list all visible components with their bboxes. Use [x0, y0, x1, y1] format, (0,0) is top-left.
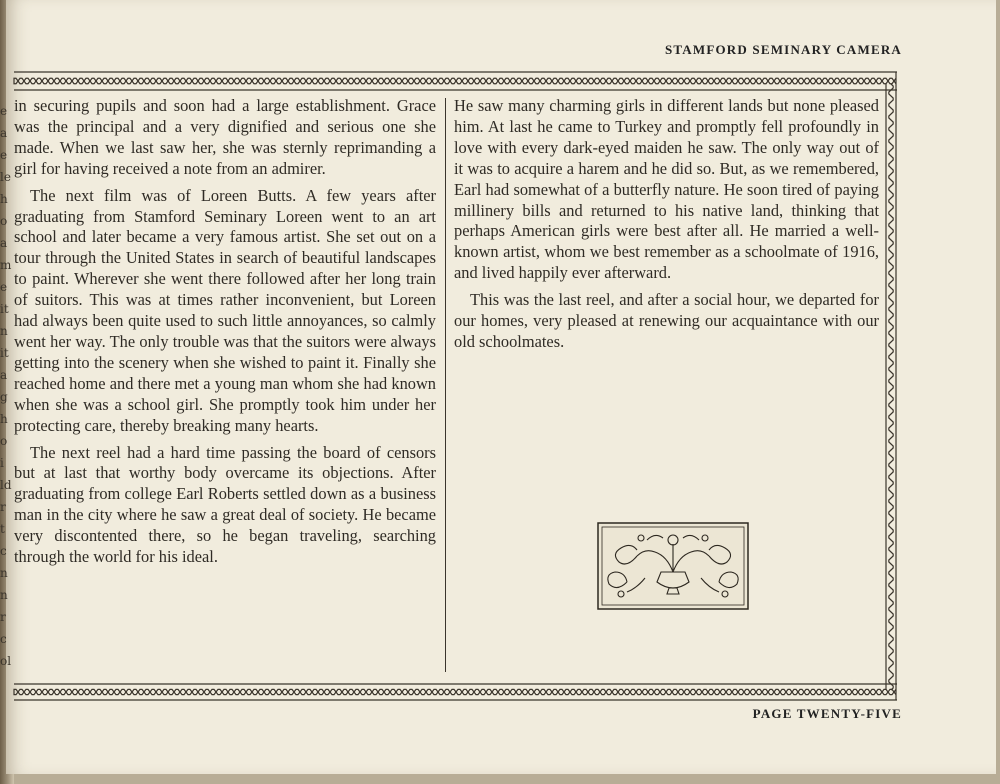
- margin-fragment: e: [0, 280, 8, 294]
- margin-fragment: h: [0, 412, 8, 426]
- paragraph: The next reel had a hard time passing the board of censors but at last that worthy body overcame its objections. After graduating from college Earl Roberts settled down as a business man in the city where he saw a great deal of society. He became very discontented there, so he began traveling, searching through the world for his ideal.: [14, 442, 436, 567]
- page-number: PAGE TWENTY-FIVE: [752, 706, 902, 721]
- margin-fragment: t: [0, 522, 5, 536]
- margin-fragment: o: [0, 434, 8, 448]
- margin-fragment: it: [0, 302, 9, 316]
- margin-fragment: c: [0, 632, 7, 646]
- margin-fragment: n: [0, 588, 8, 602]
- margin-fragment: n: [0, 324, 8, 338]
- margin-fragment: a: [0, 236, 8, 250]
- margin-fragment: o: [0, 214, 8, 228]
- margin-fragment: h: [0, 192, 8, 206]
- margin-fragment: le: [0, 170, 11, 184]
- page-header-title: STAMFORD SEMINARY CAMERA: [664, 42, 902, 57]
- margin-fragment: ld: [0, 478, 12, 492]
- margin-fragment: it: [0, 346, 9, 360]
- margin-fragment: n: [0, 566, 8, 580]
- column-divider: [445, 98, 446, 672]
- margin-fragment: a: [0, 368, 8, 382]
- margin-fragment: ol: [0, 654, 12, 668]
- margin-fragment: i: [0, 456, 4, 470]
- margin-fragment: e: [0, 148, 8, 162]
- margin-fragment: m: [0, 258, 12, 272]
- margin-fragment: e: [0, 104, 8, 118]
- right-text-column: [454, 96, 879, 359]
- margin-fragment: g: [0, 390, 8, 404]
- left-text-column: [14, 96, 436, 574]
- margin-fragment: r: [0, 610, 6, 624]
- paragraph: The next film was of Loreen Butts. A few years after graduating from Stamford Seminary Loreen went to an art school and later became a very famous artist. She set out on a tour through the United States in search of beautiful landscapes to paint. Wherever she went there followed after her long train of suitors. This was at times rather inconvenient, but Loreen had always been quite used to such little annoyances, so calmly went her way. The only trouble was that the suitors were always getting into the scenery when she wished to paint it. Finally she reached home and there met a young man whom she had known when she was a school girl. She promptly took him under her protecting care, thereby breaking many hearts.: [14, 185, 436, 435]
- floral-vase-ornament-icon: [597, 522, 749, 610]
- paragraph: He saw many charming girls in different lands but none pleased him. At last he came to Turkey and promptly fell profoundly in love with every dark-eyed maiden he saw. The only way out of it was to acquire a harem and he did so. But, as we remembered, Earl had somewhat of a butterfly nature. He soon tired of paying millinery bills and returned to his native land, thinking that perhaps American girls were best after all. He married a well-known artist, whom we best remember as a schoolmate of 1916, and lived happily ever afterward.: [454, 96, 879, 283]
- paragraph: in securing pupils and soon had a large establishment. Grace was the principal and a very dignified and serious one she made. When we last saw her, she was sternly reprimanding a girl for having received a note from an admirer.: [14, 96, 436, 178]
- margin-fragment: r: [0, 500, 6, 514]
- margin-fragment: a: [0, 126, 8, 140]
- paragraph: This was the last reel, and after a social hour, we departed for our homes, very pleased at renewing our acquaintance with our old schoolmates.: [454, 290, 879, 351]
- margin-fragment: c: [0, 544, 7, 558]
